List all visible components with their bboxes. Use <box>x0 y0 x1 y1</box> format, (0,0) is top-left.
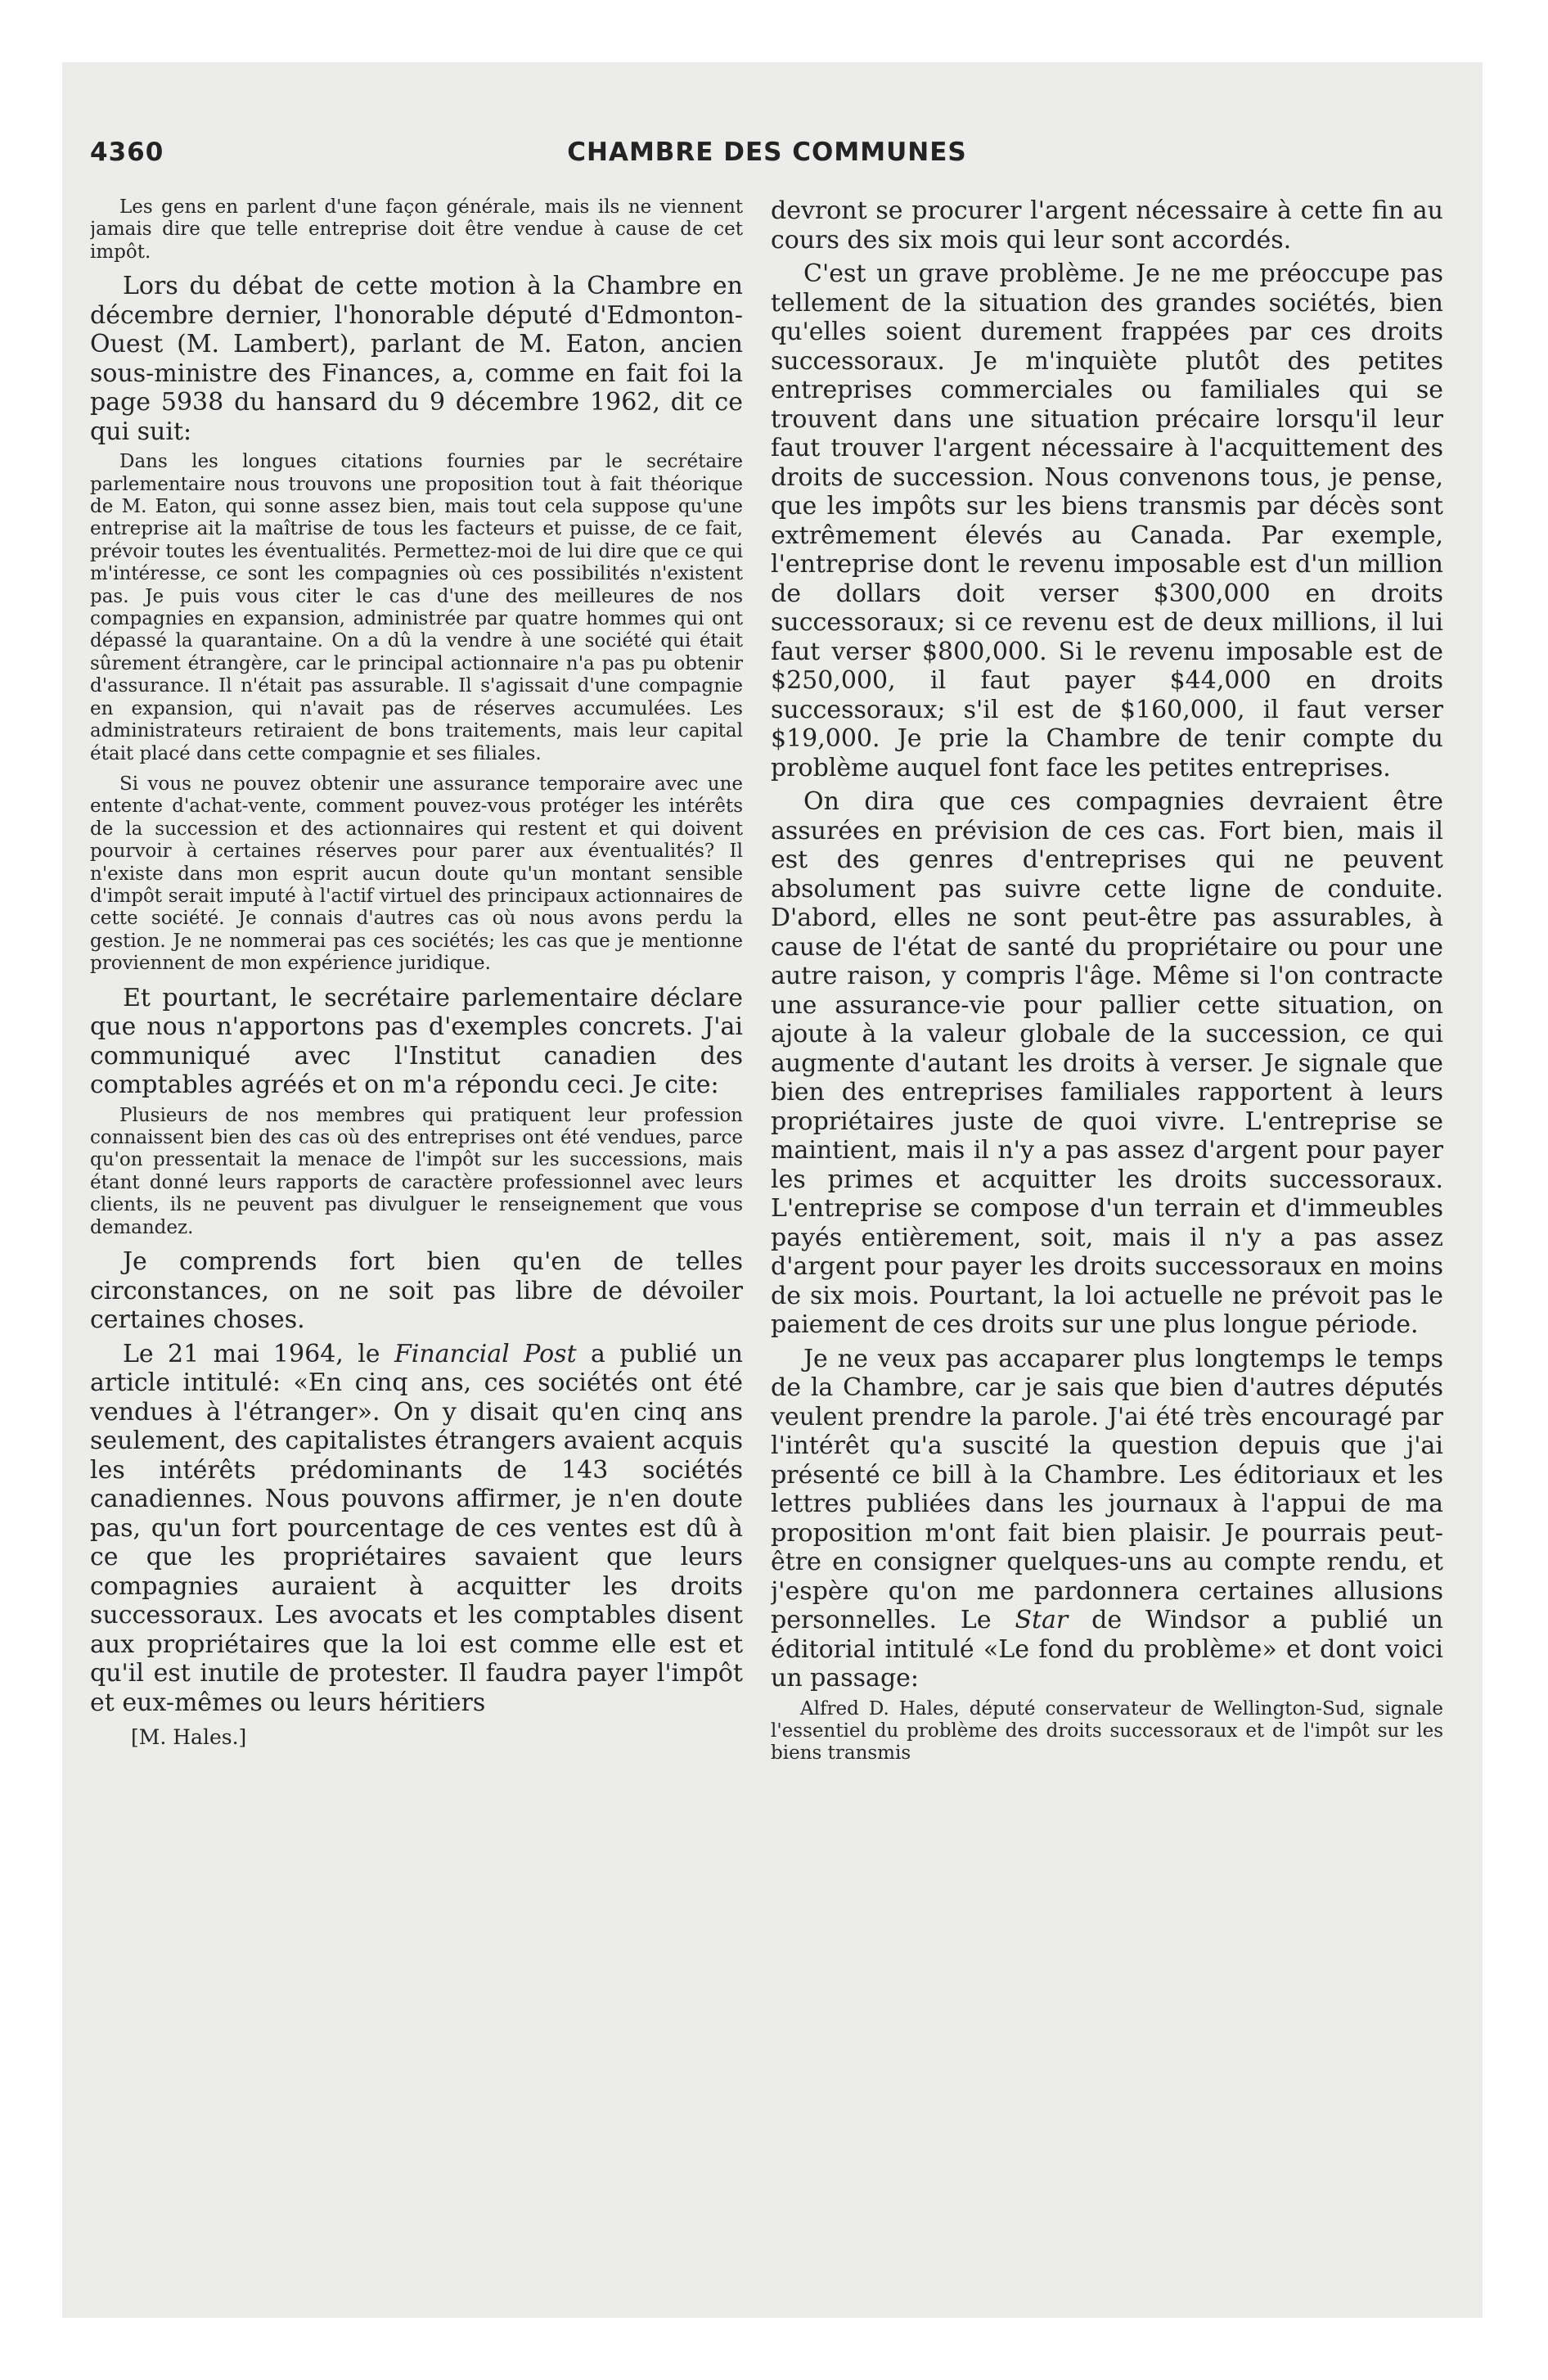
page-number: 4360 <box>90 137 164 167</box>
paragraph: C'est un grave problème. Je ne me préoccupe pas tellement de la situation des grandes sociétés, bien qu'elles soient durement frappées par ces droits successoraux. Je m'inquiète plutôt des petites entreprises commerciales ou familiales qui se trouvent dans une situation précaire lorsqu'il leur faut trouver l'argent nécessaire à l'acquittement des droits de succession. Nous convenons tous, je pense, que les impôts sur les biens transmis par décès sont extrêmement élevés au Canada. Par exemple, l'entreprise dont le revenu imposable est d'un million de dollars doit verser $300,000 en droits successoraux; si ce revenu est de deux millions, il lui faut verser $800,000. Si le revenu imposable est de $250,000, il faut payer $44,000 en droits successoraux; s'il est de $160,000, il faut verser $19,000. Je prie la Chambre de tenir compte du problème auquel font face les petites entreprises. <box>771 259 1443 782</box>
quote-institut: Plusieurs de nos membres qui pratiquent leur profession connaissent bien des cas où des entreprises ont été vendues, parce qu'on pressentait la menace de l'impôt sur les successions, mais étant donné leurs rapports de caractère professionnel avec leurs clients, ils ne peuvent pas divulguer le renseignement que vous demandez. <box>90 1104 743 1238</box>
quote-star: Alfred D. Hales, député conservateur de Wellington-Sud, signale l'essentiel du problème des droits successoraux et de l'impôt sur les biens transmis <box>771 1697 1443 1765</box>
text-run: de Windsor a publié un éditorial intitulé «Le fond du problème» et dont voici un passage: <box>771 1606 1443 1693</box>
quote-eaton-2: Si vous ne pouvez obtenir une assurance temporaire avec une entente d'achat-vente, comment pouvez-vous protéger les intérêts de la succession et des actionnaires qui restent et qui doivent pourvoir à certaines réserves pour parer aux éventualités? Il n'existe dans mon esprit aucun doute qu'un montant sensible d'impôt serait imputé à l'actif virtuel des principaux actionnaires de cette société. Je connais d'autres cas où nous avons perdu la gestion. Je ne nommerai pas ces sociétés; les cas que je mentionne proviennent de mon expérience juridique. <box>90 773 743 975</box>
left-column <box>90 196 743 2292</box>
text-run: Je ne veux pas accaparer plus longtemps le temps de la Chambre, car je sais que bien d'autres députés veulent prendre la parole. J'ai été très encouragé par l'intérêt qu'a suscité la question depuis que j'ai présenté ce bill à la Chambre. Les éditoriaux et les lettres publiées dans les journaux à l'appui de ma proposition m'ont fait bien plaisir. Je pourrais peut-être en consigner quelques-uns au compte rendu, et j'espère qu'on me pardonnera certaines allusions personnelles. Le <box>771 1344 1443 1634</box>
running-head: CHAMBRE DES COMMUNES <box>567 137 967 167</box>
paragraph: Lors du débat de cette motion à la Chambre en décembre dernier, l'honorable député d'Edmonton-Ouest (M. Lambert), parlant de M. Eaton, ancien sous-ministre des Finances, a, comme en fait foi la page 5938 du hansard du 9 décembre 1962, dit ce qui suit: <box>90 272 743 446</box>
publication-title: Financial Post <box>394 1339 577 1368</box>
quote-intro: Les gens en parlent d'une façon générale, mais ils ne viennent jamais dire que telle entreprise doit être vendue à cause de cet impôt. <box>90 196 743 263</box>
page-header <box>90 137 1444 182</box>
paragraph: Je comprends fort bien qu'en de telles circonstances, on ne soit pas libre de dévoiler certaines choses. <box>90 1247 743 1334</box>
paragraph-financial-post <box>90 1340 743 1718</box>
publication-title: Star <box>1015 1606 1069 1634</box>
paragraph-star <box>771 1345 1443 1693</box>
paragraph: Et pourtant, le secrétaire parlementaire déclare que nous n'apportons pas d'exemples concrets. J'ai communiqué avec l'Institut canadien des comptables agréés et on m'a répondu ceci. Je cite: <box>90 983 743 1100</box>
speaker-attribution: [M. Hales.] <box>131 1725 247 1749</box>
paragraph-continued: devront se procurer l'argent nécessaire à cette fin au cours des six mois qui leur sont accordés. <box>771 196 1443 255</box>
quote-eaton-1: Dans les longues citations fournies par le secrétaire parlementaire nous trouvons une proposition tout à fait théorique de M. Eaton, qui sonne assez bien, mais tout cela suppose qu'une entreprise ait la maîtrise de tous les facteurs et puisse, de ce fait, prévoir toutes les éventualités. Permettez-moi de lui dire que ce qui m'intéresse, ce sont les compagnies où ces possibilités n'existent pas. Je puis vous citer le cas d'une des meilleures de nos compagnies en expansion, administrée par quatre hommes qui ont dépassé la quarantaine. On a dû la vendre à une société qui était sûrement étrangère, car le principal actionnaire n'a pas pu obtenir d'assurance. Il n'était pas assurable. Il s'agissait d'une compagnie en expansion, qui n'avait pas de réserves accumulées. Les administrateurs retiraient de bons traitements, mais leur capital était placé dans cette compagnie et ses filiales. <box>90 451 743 764</box>
right-column <box>771 196 1443 2292</box>
text-run: a publié un article intitulé: «En cinq ans, ces sociétés ont été vendues à l'étranger». On y disait qu'en cinq ans seulement, des capitalistes étrangers avaient acquis les intérêts prédominants de 143 sociétés canadiennes. Nous pouvons affirmer, je n'en doute pas, qu'un fort pourcentage de ces ventes est dû à ce que les propriétaires savaient que leurs compagnies auraient à acquitter les droits successoraux. Les avocats et les comptables disent aux propriétaires que la loi est comme elle est et qu'il est inutile de protester. Il faudra payer l'impôt et eux-mêmes ou leurs héritiers <box>90 1339 743 1717</box>
text-run: Le 21 mai 1964, le <box>123 1339 394 1368</box>
paragraph: On dira que ces compagnies devraient être assurées en prévision de ces cas. Fort bien, mais il est des genres d'entreprises qui ne peuvent absolument pas suivre cette ligne de conduite. D'abord, elles ne sont peut-être pas assurables, à cause de l'état de santé du propriétaire ou pour une autre raison, y compris l'âge. Même si l'on contracte une assurance-vie pour pallier cette situation, on ajoute à la valeur globale de la succession, ce qui augmente d'autant les droits à verser. Je signale que bien des entreprises familiales rapportent à leurs propriétaires juste de quoi vivre. L'entreprise se maintient, mais il n'y a pas assez d'argent pour payer les primes et acquitter les droits successoraux. L'entreprise se compose d'un terrain et d'immeubles payés entièrement, soit, mais il n'y a pas assez d'argent pour payer les droits successoraux en moins de six mois. Pourtant, la loi actuelle ne prévoit pas le paiement de ces droits sur une plus longue période. <box>771 787 1443 1339</box>
